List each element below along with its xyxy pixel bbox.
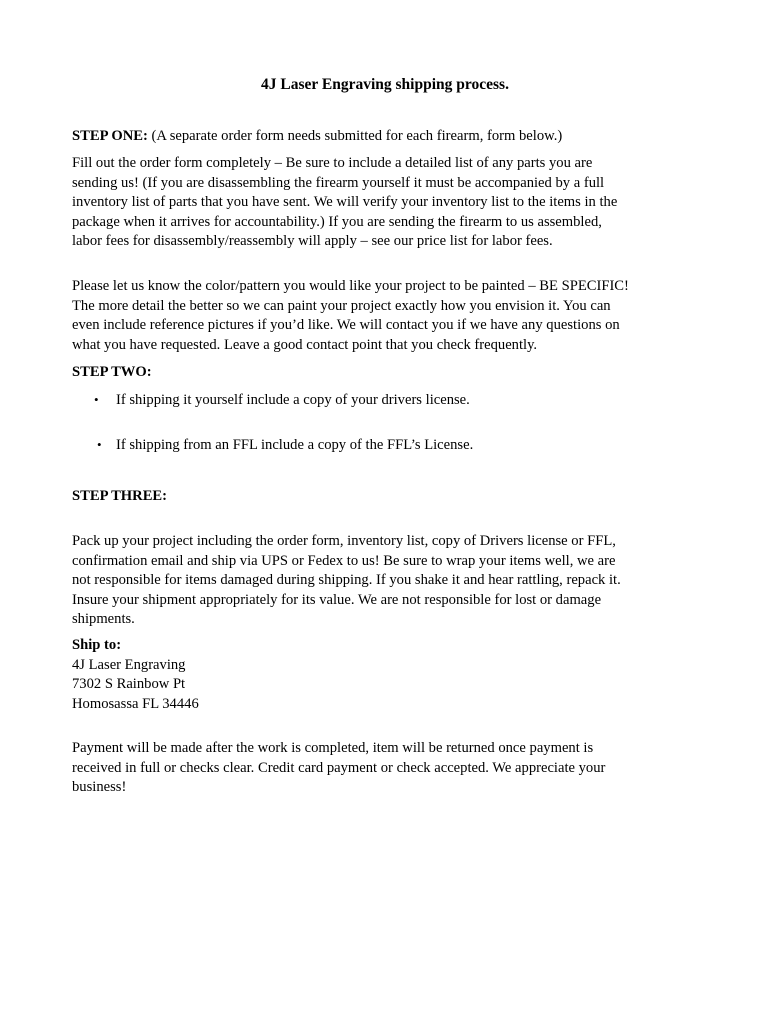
color-pattern-paragraph xyxy=(72,277,712,355)
step-one-heading: STEP ONE: xyxy=(72,128,148,144)
step-one-line: inventory list of parts that you have sent. We will verify your inventory list to the items in the xyxy=(72,194,618,210)
step-two-bullet-item xyxy=(94,390,470,411)
ship-to-city: Homosassa FL 34446 xyxy=(72,695,199,712)
step-one-line: sending us! (If you are disassembling the firearm yourself it must be accompanied by a full xyxy=(72,174,605,191)
step-one-intro-text: (A separate order form needs submitted for each firearm, form below.) xyxy=(147,128,563,144)
step-three-line: confirmation email and ship via UPS or Fedex to us! Be sure to wrap your items well, we are xyxy=(72,552,616,569)
step-three-line: Insure your shipment appropriately for its value. We are not responsible for lost or damage xyxy=(72,591,602,608)
step-two-bullet-text: If shipping it yourself include a copy of your drivers license. xyxy=(116,392,470,408)
step-one-line: Fill out the order form completely – Be sure to include a detailed list of any parts you are xyxy=(72,155,593,171)
bullet-icon: • xyxy=(97,437,102,452)
step-three-paragraph xyxy=(72,532,712,630)
payment-line: Payment will be made after the work is completed, item will be returned once payment is xyxy=(72,740,594,756)
ship-to-name: 4J Laser Engraving xyxy=(72,656,186,673)
bullet-icon: • xyxy=(94,392,99,407)
payment-paragraph xyxy=(72,739,712,798)
step-three-line: shipments. xyxy=(72,611,135,627)
color-line: even include reference pictures if you’d like. We will contact you if we have any questions on xyxy=(72,317,620,333)
ship-to-address xyxy=(72,636,712,714)
step-two-bullet-item xyxy=(97,435,473,456)
step-one-intro xyxy=(72,127,712,147)
step-three-line: Pack up your project including the order form, inventory list, copy of Drivers license or FFL, xyxy=(72,533,616,549)
step-three-heading: STEP THREE: xyxy=(72,488,168,504)
step-one-paragraph xyxy=(72,154,712,252)
payment-line: business! xyxy=(72,779,127,795)
step-three-line: not responsible for items damaged during shipping. If you shake it and hear rattling, repack it. xyxy=(72,572,621,588)
step-two-bullet-text: If shipping from an FFL include a copy of the FFL’s License. xyxy=(116,437,474,453)
ship-to-street: 7302 S Rainbow Pt xyxy=(72,676,186,692)
color-line: what you have requested. Leave a good contact point that you check frequently. xyxy=(72,336,538,353)
document-title: 4J Laser Engraving shipping process. xyxy=(261,76,509,93)
color-line: The more detail the better so we can paint your project exactly how you envision it. You can xyxy=(72,297,611,314)
step-two-heading: STEP TWO: xyxy=(72,364,152,380)
step-one-line: package when it arrives for accountability.) If you are sending the firearm to us assembled, xyxy=(72,213,602,230)
step-one-line: labor fees for disassembly/reassembly will apply – see our price list for labor fees. xyxy=(72,233,553,249)
payment-line: received in full or checks clear. Credit card payment or check accepted. We appreciate your xyxy=(72,759,606,776)
color-line: Please let us know the color/pattern you would like your project to be painted – BE SPECIFIC! xyxy=(72,278,629,294)
ship-to-heading: Ship to: xyxy=(72,637,122,653)
